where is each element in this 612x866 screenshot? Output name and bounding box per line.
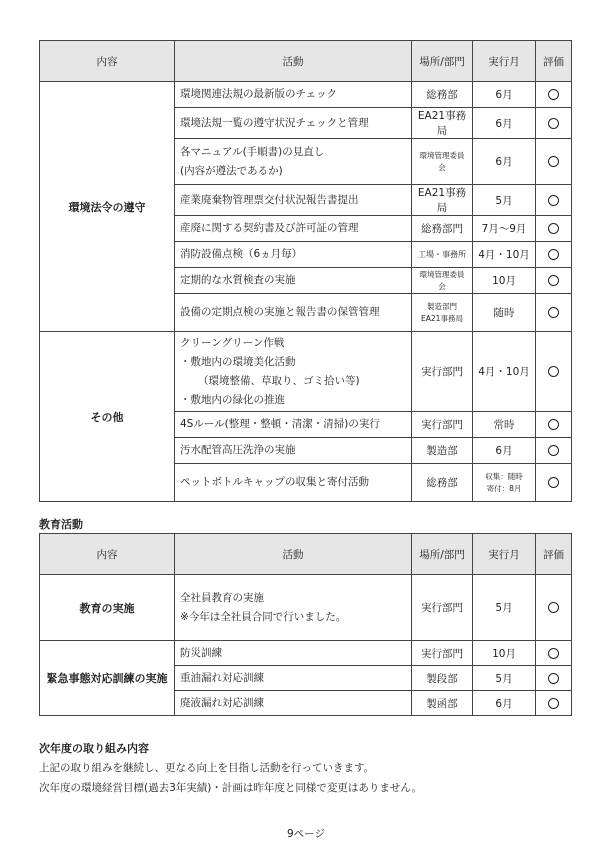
category-cell: 教育の実施: [40, 575, 175, 641]
circle-mark-icon: [548, 275, 559, 286]
month-text: 収集：随時: [485, 471, 523, 481]
place-cell: 製段部: [412, 666, 473, 691]
activity-text: 産廃に関する契約書及び許可証の管理: [180, 222, 359, 234]
place-text: 製造部門: [427, 301, 457, 311]
activity-cell: [175, 139, 412, 185]
place-cell: EA21事務局: [412, 185, 473, 216]
activity-cell: [175, 332, 412, 412]
activity-text: 全社員教育の実施: [180, 591, 264, 604]
activity-text: 重油漏れ対応訓練: [180, 671, 264, 684]
circle-mark-icon: [548, 195, 559, 206]
place-cell: 環境管理委員会: [412, 268, 473, 294]
activity-text: 廃液漏れ対応訓練: [180, 696, 264, 709]
place-cell: 実行部門: [412, 575, 473, 641]
month-cell: 7月～9月: [473, 216, 536, 242]
evaluation-cell: [536, 108, 572, 139]
activity-cell: [175, 575, 412, 641]
activity-text: 汚水配管高圧洗浄の実施: [180, 444, 296, 456]
activity-cell: [175, 464, 412, 502]
activity-cell: [175, 82, 412, 108]
evaluation-cell: [536, 242, 572, 268]
evaluation-cell: [536, 412, 572, 438]
next-year-title: 次年度の取り組み内容: [39, 742, 149, 755]
circle-mark-icon: [548, 477, 559, 488]
next-year-line: 上記の取り組みを継続し、更なる向上を目指し活動を行っていきます。: [39, 762, 375, 774]
header-activity: 活動: [175, 534, 412, 575]
evaluation-cell: [536, 332, 572, 412]
activity-cell: [175, 242, 412, 268]
table-row: [40, 332, 572, 412]
compliance-table: [39, 40, 572, 502]
circle-mark-icon: [548, 307, 559, 318]
circle-mark-icon: [548, 118, 559, 129]
activity-text: 定期的な水質検査の実施: [180, 274, 296, 286]
circle-mark-icon: [548, 445, 559, 456]
place-cell: 総務部門: [412, 216, 473, 242]
table-row: [40, 82, 572, 108]
month-cell: 6月: [473, 691, 536, 716]
month-cell: 6月: [473, 438, 536, 464]
activity-cell: [175, 294, 412, 332]
circle-mark-icon: [548, 698, 559, 709]
activity-text: 環境法規一覧の遵守状況チェックと管理: [180, 116, 369, 129]
month-cell: 5月: [473, 185, 536, 216]
activity-cell: [175, 666, 412, 691]
place-cell: 総務部: [412, 464, 473, 502]
header-activity: 活動: [175, 41, 412, 82]
page-number: 9ページ: [287, 828, 325, 840]
header-place: 場所/部門: [412, 534, 473, 575]
place-cell: 実行部門: [412, 412, 473, 438]
header-month: 実行月: [473, 41, 536, 82]
table-row: [40, 575, 572, 641]
place-cell: EA21事務局: [412, 108, 473, 139]
place-cell: 製造部: [412, 438, 473, 464]
activity-text: ペットボトルキャップの収集と寄付活動: [180, 476, 369, 488]
evaluation-cell: [536, 216, 572, 242]
header-month: 実行月: [473, 534, 536, 575]
circle-mark-icon: [548, 156, 559, 167]
category-cell: 環境法令の遵守: [40, 82, 175, 332]
education-section-title: 教育活動: [39, 518, 83, 531]
month-cell: 10月: [473, 268, 536, 294]
activity-text: 4Sルール(整理・整頓・清潔・清掃)の実行: [180, 418, 380, 430]
place-cell: 環境管理委員会: [412, 139, 473, 185]
activity-cell: [175, 412, 412, 438]
month-cell: 6月: [473, 82, 536, 108]
activity-text: （環境整備、草取り、ゴミ拾い等): [198, 374, 360, 387]
evaluation-cell: [536, 691, 572, 716]
activity-text: 各マニュアル(手順書)の見直し: [180, 145, 325, 158]
place-cell: 総務部: [412, 82, 473, 108]
evaluation-cell: [536, 268, 572, 294]
place-cell: 実行部門: [412, 641, 473, 666]
activity-text: ・敷地内の環境美化活動: [180, 355, 296, 368]
circle-mark-icon: [548, 223, 559, 234]
month-cell: 随時: [473, 294, 536, 332]
place-cell: [412, 294, 473, 332]
evaluation-cell: [536, 82, 572, 108]
activity-text: ・敷地内の緑化の推進: [180, 393, 285, 406]
activity-cell: [175, 216, 412, 242]
circle-mark-icon: [548, 648, 559, 659]
evaluation-cell: [536, 294, 572, 332]
table-header-row: [40, 534, 572, 575]
header-evaluation: 評価: [536, 534, 572, 575]
place-cell: 製函部: [412, 691, 473, 716]
month-cell: 4月・10月: [473, 242, 536, 268]
activity-cell: [175, 691, 412, 716]
month-cell: 5月: [473, 666, 536, 691]
circle-mark-icon: [548, 89, 559, 100]
header-content: 内容: [40, 41, 175, 82]
month-cell: 6月: [473, 108, 536, 139]
month-text: 寄付：8月: [486, 483, 522, 493]
evaluation-cell: [536, 641, 572, 666]
evaluation-cell: [536, 666, 572, 691]
header-place: 場所/部門: [412, 41, 473, 82]
activity-text: 消防設備点検（6ヵ月毎）: [180, 248, 303, 260]
evaluation-cell: [536, 139, 572, 185]
table-header-row: [40, 41, 572, 82]
activity-text: クリーングリーン作戦: [180, 336, 285, 349]
month-cell: 常時: [473, 412, 536, 438]
month-cell: 4月・10月: [473, 332, 536, 412]
activity-text: 防災訓練: [180, 646, 222, 659]
evaluation-cell: [536, 185, 572, 216]
circle-mark-icon: [548, 602, 559, 613]
place-cell: 実行部門: [412, 332, 473, 412]
table-row: [40, 641, 572, 666]
next-year-line: 次年度の環境経営目標(過去3年実績)・計画は昨年度と同様で変更はありません。: [39, 782, 423, 794]
month-cell: 6月: [473, 139, 536, 185]
circle-mark-icon: [548, 673, 559, 684]
place-text: EA21事務局: [421, 313, 463, 323]
month-cell: 10月: [473, 641, 536, 666]
activity-text: 環境関連法規の最新版のチェック: [180, 88, 338, 100]
month-cell: 5月: [473, 575, 536, 641]
activity-text: ※今年は全社員合同で行いました。: [180, 610, 347, 623]
activity-text: (内容が遵法であるか): [180, 164, 283, 177]
header-evaluation: 評価: [536, 41, 572, 82]
activity-text: 設備の定期点検の実施と報告書の保管管理: [180, 306, 380, 318]
activity-text: 産業廃棄物管理票交付状況報告書提出: [180, 193, 359, 206]
month-cell: [473, 464, 536, 502]
place-cell: 工場・事務所: [412, 242, 473, 268]
circle-mark-icon: [548, 419, 559, 430]
category-cell: 緊急事態対応訓練の実施: [40, 641, 175, 716]
category-cell: その他: [40, 332, 175, 502]
header-content: 内容: [40, 534, 175, 575]
evaluation-cell: [536, 438, 572, 464]
activity-cell: [175, 108, 412, 139]
circle-mark-icon: [548, 366, 559, 377]
activity-cell: [175, 438, 412, 464]
evaluation-cell: [536, 575, 572, 641]
activity-cell: [175, 641, 412, 666]
activity-cell: [175, 268, 412, 294]
activity-cell: [175, 185, 412, 216]
evaluation-cell: [536, 464, 572, 502]
education-table: [39, 533, 572, 716]
circle-mark-icon: [548, 249, 559, 260]
